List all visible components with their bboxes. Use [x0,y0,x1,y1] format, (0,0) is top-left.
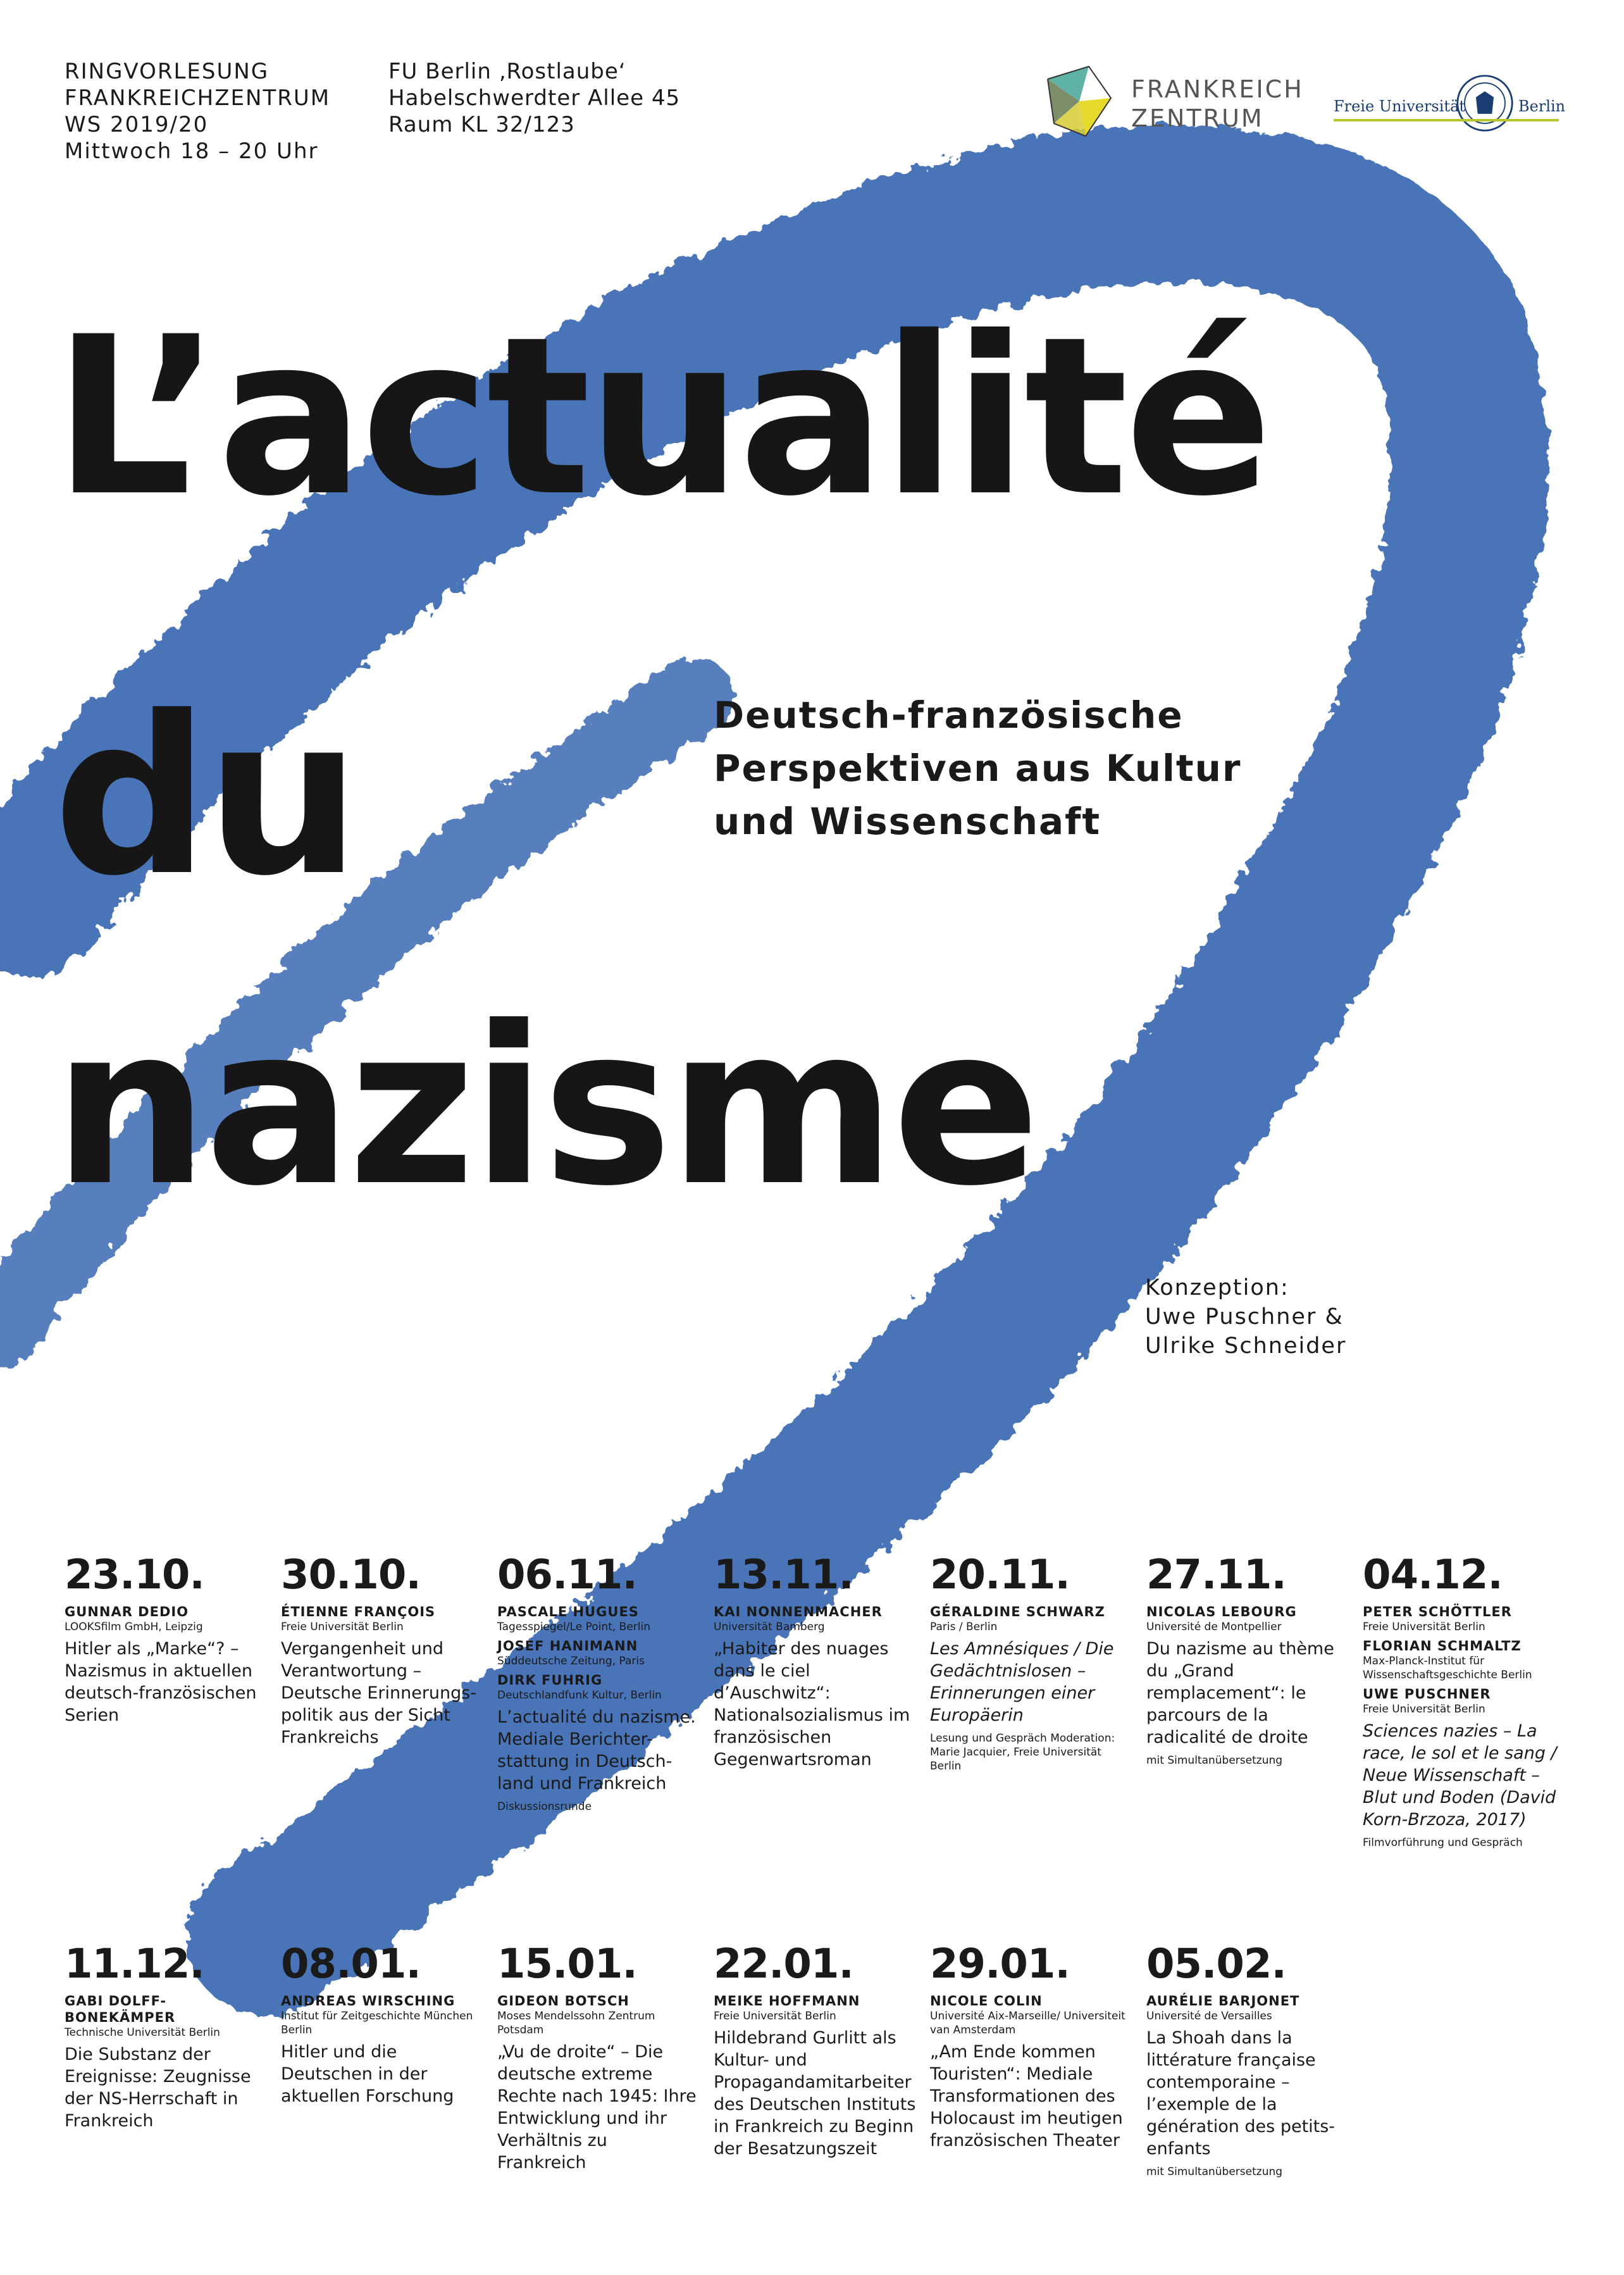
speaker-affiliation: Universität Bamberg [714,1621,825,1633]
event-item [497,1941,700,2174]
speaker-name: GÉRALDINE SCHWARZ [930,1604,1105,1619]
speaker-affiliation: Freie Universität Berlin [281,1621,404,1633]
concept-line: Uwe Puschner & [1145,1304,1344,1330]
event-title: Die Substanz der Ereignisse: Zeugnisse der NS-Herrschaft in Frankreich [65,2045,251,2131]
fu-berlin-logo [1334,70,1566,139]
fu-logo-text: Freie Universität [1334,97,1466,115]
speaker-name: MEIKE HOFFMANN [714,1993,860,2009]
speaker-affiliation: Freie Universität Berlin [714,2010,836,2023]
speaker-affiliation: Max-Planck-Institut für Wissenschaftsgeschichte Berlin [1363,1655,1532,1681]
event-item [714,1941,916,2160]
speaker-name: AURÉLIE BARJONET [1146,1993,1300,2009]
speaker-name: NICOLE COLIN [930,1993,1043,2009]
fu-logo-text: Berlin [1518,97,1566,115]
speaker-name: PETER SCHÖTTLER [1363,1604,1512,1619]
speaker-affiliation: Moses Mendelssohn Zentrum Potsdam [497,2010,655,2036]
speaker-name: ANDREAS WIRSCHING [281,1993,456,2009]
event-note: Lesung und Gespräch Moderation: Marie Jacquier, Freie Universität Berlin [930,1732,1115,1773]
lecture-line: RINGVORLESUNG [65,59,270,84]
location-line: Habelschwerdter Allee 45 [388,85,681,111]
speaker-affiliation: Freie Universität Berlin [1363,1621,1485,1633]
location-line: FU Berlin ‚Rostlaube‘ [388,59,626,84]
event-note: mit Simultanübersetzung [1146,2166,1283,2178]
event-date: 27.11. [1146,1552,1286,1599]
speaker-name: DIRK FUHRIG [497,1673,603,1688]
event-title: Hildebrand Gurlitt als Kultur- und Propagandamitarbeiter des Deutschen Instituts in Frankreich zu Beginn der Besatzungszeit [714,2028,916,2159]
event-title: Vergangenheit und Verantwortung – Deutsche Erinnerungs-politik aus der Sicht Frankreichs [281,1639,477,1747]
speaker-name: NICOLAS LEBOURG [1146,1604,1297,1619]
speaker-name: KAI NONNENMACHER [714,1604,883,1619]
speaker-name: ÉTIENNE FRANÇOIS [281,1604,436,1619]
speaker-affiliation: Technische Universität Berlin [65,2026,220,2039]
speaker-name: GIDEON BOTSCH [497,1993,629,2009]
speaker-name: GABI DOLFF-BONEKÄMPER [65,1993,176,2025]
event-title: Hitler und die Deutschen in der aktuellen Forschung [281,2042,454,2106]
event-title: „Habiter des nuages dans le ciel d’Auschwitz“: Nationalsozialismus im französischen Gegenwartsroman [714,1639,910,1769]
main-title-line-1: L’actualité [53,290,1269,544]
concept-credit [1145,1273,1346,1361]
event-date: 15.01. [497,1941,637,1988]
event-title: L’actualité du nazisme. Mediale Berichter-stattung in Deutsch-land und Frankreich [497,1707,696,1793]
speaker-affiliation: Institut für Zeitgeschichte München Berlin [281,2010,473,2036]
main-title-line-3: nazisme [53,980,1037,1234]
event-date: 23.10. [65,1552,204,1599]
event-date: 20.11. [930,1552,1070,1599]
event-item [714,1552,916,1771]
event-note: Diskussionsrunde [497,1800,592,1813]
event-title: Les Amnésiques / Die Gedächtnislosen – Erinnerungen einer Europäerin [930,1639,1114,1725]
speaker-affiliation: Deutschlandfunk Kultur, Berlin [497,1689,662,1702]
event-item [930,1941,1132,2152]
speaker-affiliation: Université de Versailles [1146,2010,1272,2023]
speaker-affiliation: Freie Universität Berlin [1363,1703,1485,1716]
subtitle-line: Perspektiven aus Kultur [714,747,1242,790]
event-item [1146,1941,1349,2179]
concept-line: Ulrike Schneider [1145,1333,1347,1359]
speaker-affiliation: Paris / Berlin [930,1621,998,1633]
event-date: 29.01. [930,1941,1070,1988]
speaker-affiliation: Université Aix-Marseille/ Universiteit van Amsterdam [930,2010,1125,2036]
location-info [388,58,680,138]
concept-line: Konzeption: [1145,1275,1289,1300]
speaker-name: GUNNAR DEDIO [65,1604,189,1619]
lecture-line: FRANKREICHZENTRUM [65,85,331,111]
event-item [930,1552,1132,1773]
speaker-name: UWE PUSCHNER [1363,1686,1491,1702]
event-item [281,1552,483,1748]
subtitle [714,689,1242,848]
speaker-name: PASCALE HUGUES [497,1604,639,1619]
logo-text: FRANKREICH [1131,75,1304,103]
event-item [497,1552,700,1814]
event-date: 11.12. [65,1941,204,1988]
fu-seal-icon [1455,73,1515,133]
subtitle-line: Deutsch-französische [714,694,1184,737]
speaker-affiliation: Süddeutsche Zeitung, Paris [497,1655,645,1667]
event-title: „Vu de droite“ – Die deutsche extreme Rechte nach 1945: Ihre Entwicklung und ihr Verhältnis zu Frankreich [497,2042,697,2172]
event-date: 05.02. [1146,1941,1286,1988]
frankreichzentrum-logo [1041,63,1307,146]
event-title: Hitler als „Marke“? – Nazismus in aktuellen deutsch-französischen Serien [65,1639,257,1725]
event-date: 30.10. [281,1552,421,1599]
speaker-name: JOSEF HANIMANN [497,1638,638,1654]
event-item [1363,1552,1565,1850]
event-title: La Shoah dans la littérature française contemporaine – l’exemple de la génération des petits-enfants [1146,2028,1336,2159]
event-item [1146,1552,1349,1767]
event-item [65,1941,267,2132]
event-note: mit Simultanübersetzung [1146,1754,1283,1767]
event-item [65,1552,267,1726]
event-date: 04.12. [1363,1552,1503,1599]
event-note: Filmvorführung und Gespräch [1363,1836,1523,1849]
frankreichzentrum-logo-icon [1041,63,1117,139]
event-date: 13.11. [714,1552,853,1599]
location-line: Raum KL 32/123 [388,112,575,137]
speaker-affiliation: Université de Montpellier [1146,1621,1282,1633]
event-title: Du nazisme au thème du „Grand remplacement“: le parcours de la radicalité de droite [1146,1639,1334,1747]
lecture-line: Mittwoch 18 – 20 Uhr [65,139,319,164]
speaker-name: FLORIAN SCHMALTZ [1363,1638,1522,1654]
speaker-affiliation: LOOKSfilm GmbH, Leipzig [65,1621,203,1633]
logo-text: ZENTRUM [1131,104,1264,132]
event-date: 06.11. [497,1552,637,1599]
event-title: „Am Ende kommen Touristen“: Mediale Transformationen des Holocaust im heutigen französischen Theater [930,2042,1123,2150]
main-title-line-2: du [53,670,357,924]
fu-logo-underline [1334,119,1559,122]
lecture-line: WS 2019/20 [65,112,209,137]
event-title: Sciences nazies – La race, le sol et le sang / Neue Wissenschaft – Blut und Boden (David Korn-Brzoza, 2017) [1363,1721,1557,1829]
lecture-info [65,58,330,165]
event-item [281,1941,483,2107]
event-date: 22.01. [714,1941,853,1988]
event-date: 08.01. [281,1941,421,1988]
subtitle-line: und Wissenschaft [714,800,1101,843]
speaker-affiliation: Tagesspiegel/Le Point, Berlin [497,1621,651,1633]
